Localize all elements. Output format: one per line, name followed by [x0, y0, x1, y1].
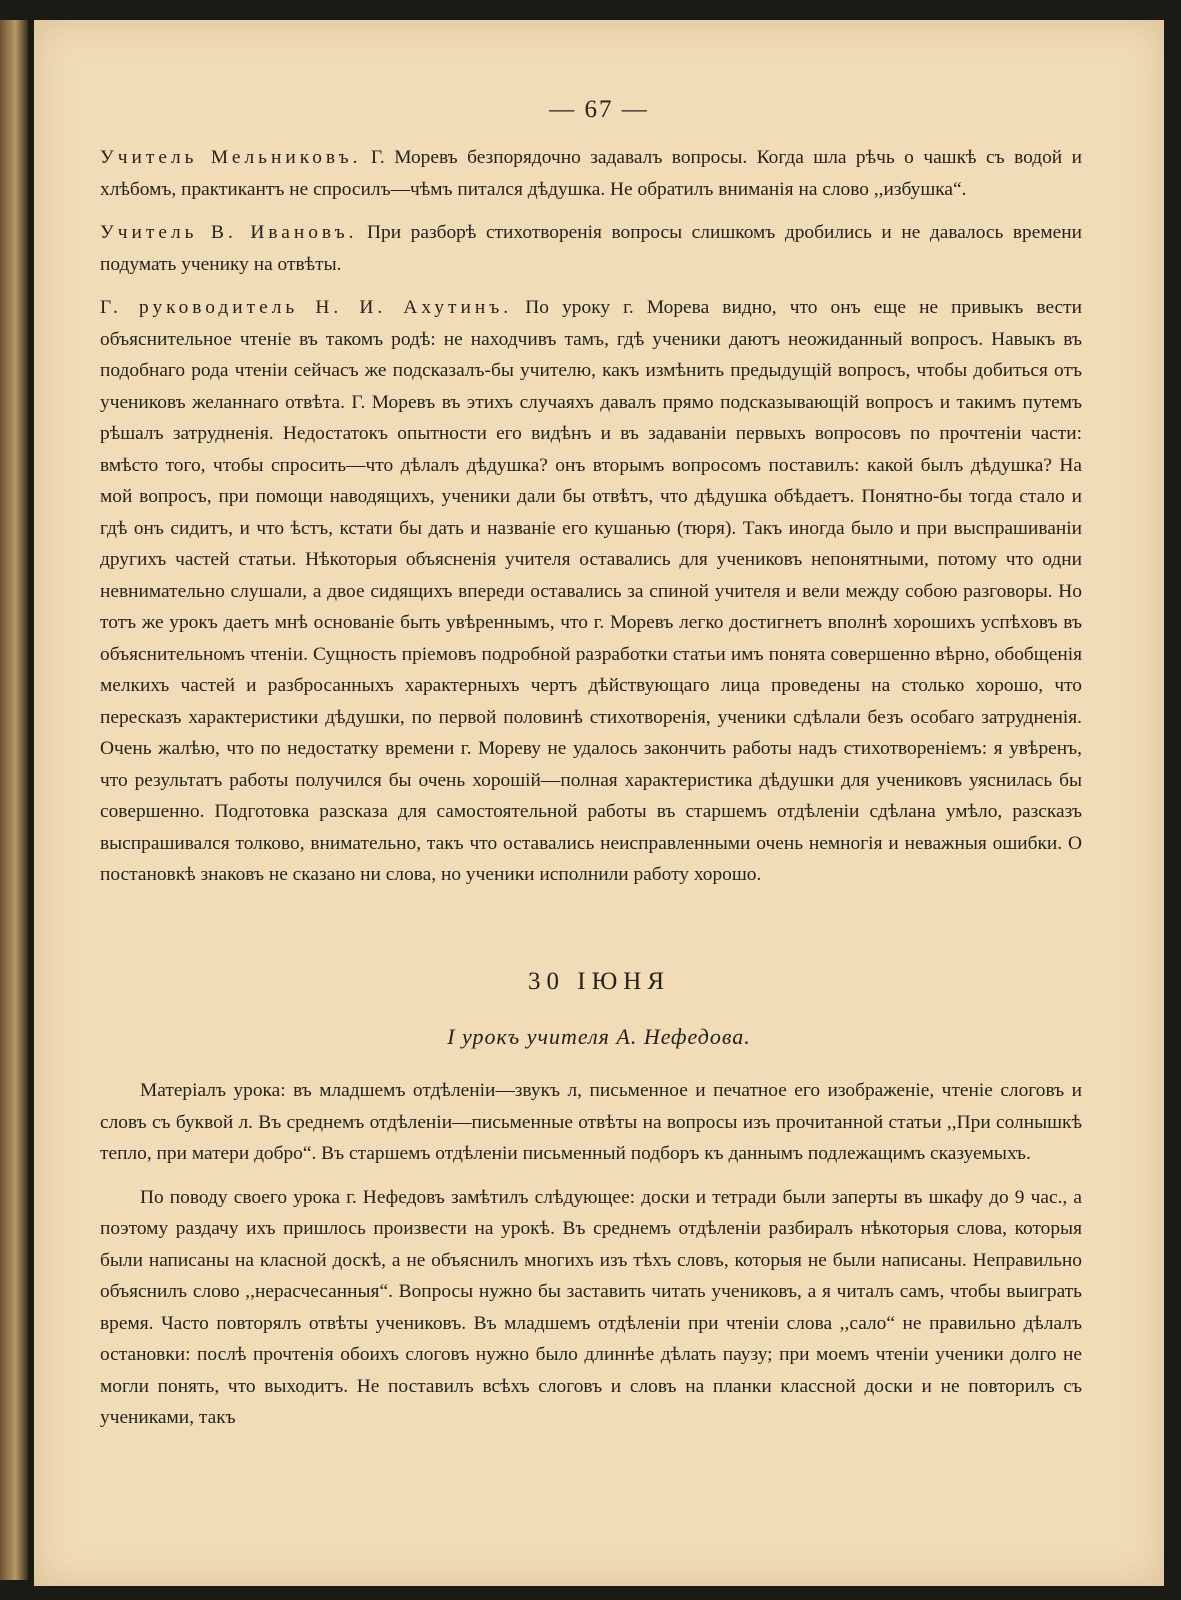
section-subtitle: І урокъ учителя А. Нефедова.: [447, 1024, 751, 1049]
paragraph-lesson-remarks: По поводу своего урока г. Нефедовъ замѣтилъ слѣдующее: доски и тетради были заперты въ шкафу до 9 час., а поэтому раздачу ихъ пришлось произвести на урокѣ. Въ среднемъ отдѣленіи разбиралъ нѣкоторыя слова, которыя были написаны на класной доскѣ, а не объяснилъ многихъ изъ тѣхъ словъ, которыя не были написаны. Неправильно объяснилъ слово ,,нерасчесанныя“. Вопросы нужно бы заставить читать учениковъ, а я читалъ самъ, чтобы выиграть время. Часто повторялъ отвѣты учениковъ. Въ младшемъ отдѣленіи при чтеніи слова ,,сало“ не правильно дѣлалъ остановки: послѣ прочтенія обоихъ слоговъ нужно было длиннѣе дѣлать паузу; при моемъ чтеніи ученики долго не могли понять, что выходитъ. Не поставилъ всѣхъ слоговъ и словъ на планки классной доски и не повторилъ съ учениками, такъ: [100, 1186, 1082, 1428]
paragraph-akhutin: [100, 292, 1082, 891]
speaker-name: Учитель В. Ивановъ.: [100, 222, 358, 243]
speaker-name: Учитель Мельниковъ.: [100, 147, 362, 168]
page-number: — 67 —: [549, 96, 649, 123]
paragraph-lesson-material: Матеріалъ урока: въ младшемъ отдѣленіи—звукъ л, письменное и печатное его изображеніе, чтеніе слоговъ и словъ съ буквой л. Въ среднемъ отдѣленіи—письменные отвѣты на вопросы изъ прочитанной статьи ,,При солнышкѣ тепло, при матери добро“. Въ старшемъ отдѣленіи письменный подборъ къ даннымъ подлежащимъ сказуемыхъ.: [100, 1080, 1082, 1164]
paragraph-text: Г. Моревъ безпорядочно задавалъ вопросы. Когда шла рѣчь о чашкѣ съ водой и хлѣбомъ, практикантъ не спросилъ—чѣмъ питался дѣдушка. Не обратилъ вниманія на слово ,,избушка“.: [100, 147, 1082, 200]
adjacent-page-edge: [0, 20, 28, 1580]
bottom-text-block: [100, 1075, 1082, 1446]
top-text-block: [100, 142, 1082, 903]
section-title: 30 ІЮНЯ: [528, 968, 670, 995]
speaker-name: Г. руководитель Н. И. Ахутинъ.: [100, 297, 513, 318]
paragraph-text: По уроку г. Морева видно, что онъ еще не привыкъ вести объяснительное чтеніе въ такомъ родѣ: не находчивъ тамъ, гдѣ ученики даютъ неожиданный вопросъ. Навыкъ въ подобнаго рода чтеніи сейчасъ же подсказалъ-бы учителю, какъ измѣнить предыдущій вопросъ, чтобы добиться отъ учениковъ желаннаго отвѣта. Г. Моревъ въ этихъ случаяхъ давалъ прямо подсказывающій вопросъ и такимъ путемъ рѣшалъ затрудненія. Недостатокъ опытности его видѣнъ и въ задаваніи первыхъ вопросовъ по прочтеніи части: вмѣсто того, чтобы спросить—что дѣлалъ дѣдушка? онъ вторымъ вопросомъ поставилъ: какой былъ дѣдушка? На мой вопросъ, при помощи наводящихъ, ученики дали бы отвѣтъ, что дѣдушка обѣдаетъ. Понятно-бы тогда стало и гдѣ онъ сидитъ, и что ѣстъ, кстати бы дать и названіе его кушанью (тюря). Такъ иногда было и при выспрашиваніи другихъ частей статьи. Нѣкоторыя объясненія учителя оставались для учениковъ непонятными, потому что одни невнимательно слушали, а двое сидящихъ впереди оставались за спиной учителя и вели между собою разговоры. Но тотъ же урокъ даетъ мнѣ основаніе быть увѣреннымъ, что г. Моревъ легко достигнетъ вполнѣ хорошихъ успѣховъ въ объяснительномъ чтеніи. Сущность пріемовъ подробной разработки статьи имъ понята совершенно вѣрно, обобщенія мелкихъ частей и разбросанныхъ характерныхъ чертъ дѣйствующаго лица проведены на столько хорошо, что пересказъ характеристики дѣдушки, по первой половинѣ стихотворенія, ученики сдѣлали безъ особаго затрудненія. Очень жалѣю, что по недостатку времени г. Мореву не удалось закончить работы надъ стихотвореніемъ: я увѣренъ, что результатъ работы получился бы очень хорошій—полная характеристика дѣдушки для учениковъ уяснилась бы совершенно. Подготовка разсказа для самостоятельной работы въ старшемъ отдѣленіи сдѣлана умѣло, разсказъ выспрашивался толково, внимательно, такъ что оставались неисправленными очень немногія и неважныя ошибки. О постановкѣ знаковъ не сказано ни слова, но ученики исполнили работу хорошо.: [100, 297, 1082, 885]
paragraph-ivanov: [100, 217, 1082, 280]
paragraph-melnikov: [100, 142, 1082, 205]
book-page: [34, 20, 1164, 1586]
paragraph-text: При разборѣ стихотворенія вопросы слишкомъ дробились и не давалось времени подумать ученику на отвѣты.: [100, 222, 1082, 275]
